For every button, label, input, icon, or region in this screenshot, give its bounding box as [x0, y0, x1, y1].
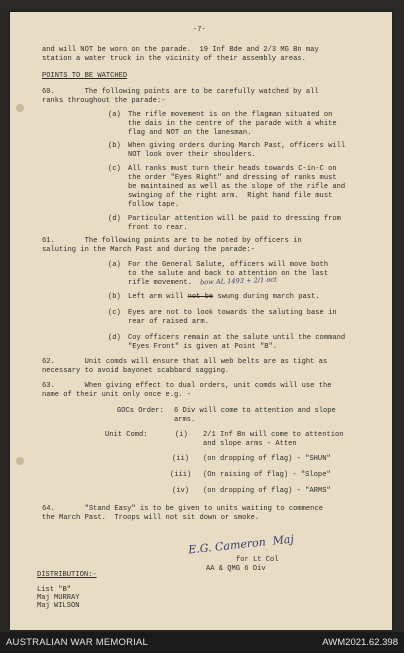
signature-handwritten: E.G. Cameron Maj	[187, 532, 295, 557]
paragraph-line: ranks throughout the parade:-	[42, 97, 166, 105]
document-page	[10, 12, 392, 630]
paragraph-line: the March Past. Troops will not sit down or smoke.	[42, 514, 260, 522]
paragraph-line: 63. When giving effect to dual orders, unit comds will use the	[42, 382, 332, 390]
item-line: swinging of the right arm. Right hand file must	[128, 192, 333, 200]
item-label: (b)	[108, 293, 121, 301]
distribution-heading: DISTRIBUTION:-	[37, 571, 97, 579]
item-line: For the General Salute, officers will move both	[128, 261, 329, 269]
item-line: Coy officers remain at the salute until the command	[128, 334, 346, 342]
item-line: NOT look over their shoulders.	[128, 151, 256, 159]
paragraph-line: saluting in the March Past and during the parade:-	[42, 246, 255, 254]
order-line: 6 Div will come to attention and slope	[174, 407, 336, 415]
item-line: follow tape.	[128, 201, 180, 209]
handwritten-annotation: bow AL 1493 + 2/1 oct	[199, 275, 277, 287]
intro-line: station a water truck in the vicinity of their assembly areas.	[42, 55, 306, 63]
item-label: (c)	[108, 309, 121, 317]
intro-line: and will NOT be worn on the parade. 19 Inf Bde and 2/3 MG Bn may	[42, 46, 319, 54]
item-line: "Eyes Front" is given at Point "B".	[128, 343, 277, 351]
archive-footer	[0, 632, 404, 653]
item-line: rifle movement.	[128, 279, 192, 287]
item-line: be maintained as well as the slope of the rifle and	[128, 183, 346, 191]
section-heading: POINTS TO BE WATCHED	[42, 72, 128, 80]
order-number: (iv)	[172, 487, 190, 495]
signature-rank: for Lt Col	[236, 556, 279, 564]
order-line: and slope arms - Atten	[203, 440, 297, 448]
item-line: front to rear.	[128, 224, 188, 232]
item-label: (c)	[108, 165, 121, 173]
distribution-item: List "B"	[37, 586, 72, 594]
item-line: flag and NOT on the lanesman.	[128, 129, 252, 137]
paragraph-line: 60. The following points are to be carefully watched by all	[42, 88, 319, 96]
order-number: (ii)	[172, 455, 190, 463]
footer-institution: AUSTRALIAN WAR MEMORIAL	[6, 637, 149, 648]
item-label: (a)	[108, 111, 121, 119]
punch-hole	[16, 104, 24, 112]
order-number: (i)	[175, 431, 188, 439]
paragraph-line: 64. "Stand Easy" is to be given to units waiting to commence	[42, 505, 323, 513]
order-label: GOCs Order:	[117, 407, 164, 415]
order-line: (on dropping of flag) - "ARMS"	[203, 487, 331, 495]
item-line: The rifle movement is on the flagman situated on	[128, 111, 333, 119]
item-line: Eyes are not to look towards the saluting base in	[128, 309, 337, 317]
paragraph-line: necessary to avoid bayonet scabbard sagging.	[42, 367, 230, 375]
item-label: (d)	[108, 215, 121, 223]
item-label: (b)	[108, 142, 121, 150]
item-line: Particular attention will be paid to dressing from	[128, 215, 341, 223]
paragraph-line: 62. Unit comds will ensure that all web belts are as tight as	[42, 358, 328, 366]
page-number: -7-	[193, 26, 206, 34]
signature-title: AA & QMG 6 Div	[206, 565, 266, 573]
order-line: (On raising of flag) - "Slope"	[203, 471, 331, 479]
item-line: to the salute and back to attention on the last	[128, 270, 329, 278]
paragraph-line: name of their unit only once e.g. -	[42, 391, 191, 399]
item-label: (d)	[108, 334, 121, 342]
distribution-item: Maj MURRAY	[37, 594, 80, 602]
distribution-item: Maj WILSON	[37, 602, 80, 610]
item-line: rear of raised arm.	[128, 318, 209, 326]
item-line: the order "Eyes Right" and dressing of ranks must	[128, 174, 337, 182]
item-line: When giving orders during March Past, officers will	[128, 142, 346, 150]
item-line: Left arm will not be swung during march past.	[128, 293, 320, 301]
paragraph-line: 61. The following points are to be noted by officers in	[42, 237, 302, 245]
order-line: arms.	[174, 416, 196, 424]
order-line: 2/1 Inf Bn will come to attention	[203, 431, 344, 439]
footer-accession-number: AWM2021.62.398	[322, 637, 398, 648]
order-label: Unit Comd:	[105, 431, 148, 439]
punch-hole	[16, 457, 24, 465]
order-number: (iii)	[170, 471, 192, 479]
item-label: (a)	[108, 261, 121, 269]
item-line: All ranks must turn their heads towards C-in-C on	[128, 165, 337, 173]
item-line: the dais in the centre of the parade with a white	[128, 120, 337, 128]
order-line: (on dropping of flag) - "SHUN"	[203, 455, 331, 463]
